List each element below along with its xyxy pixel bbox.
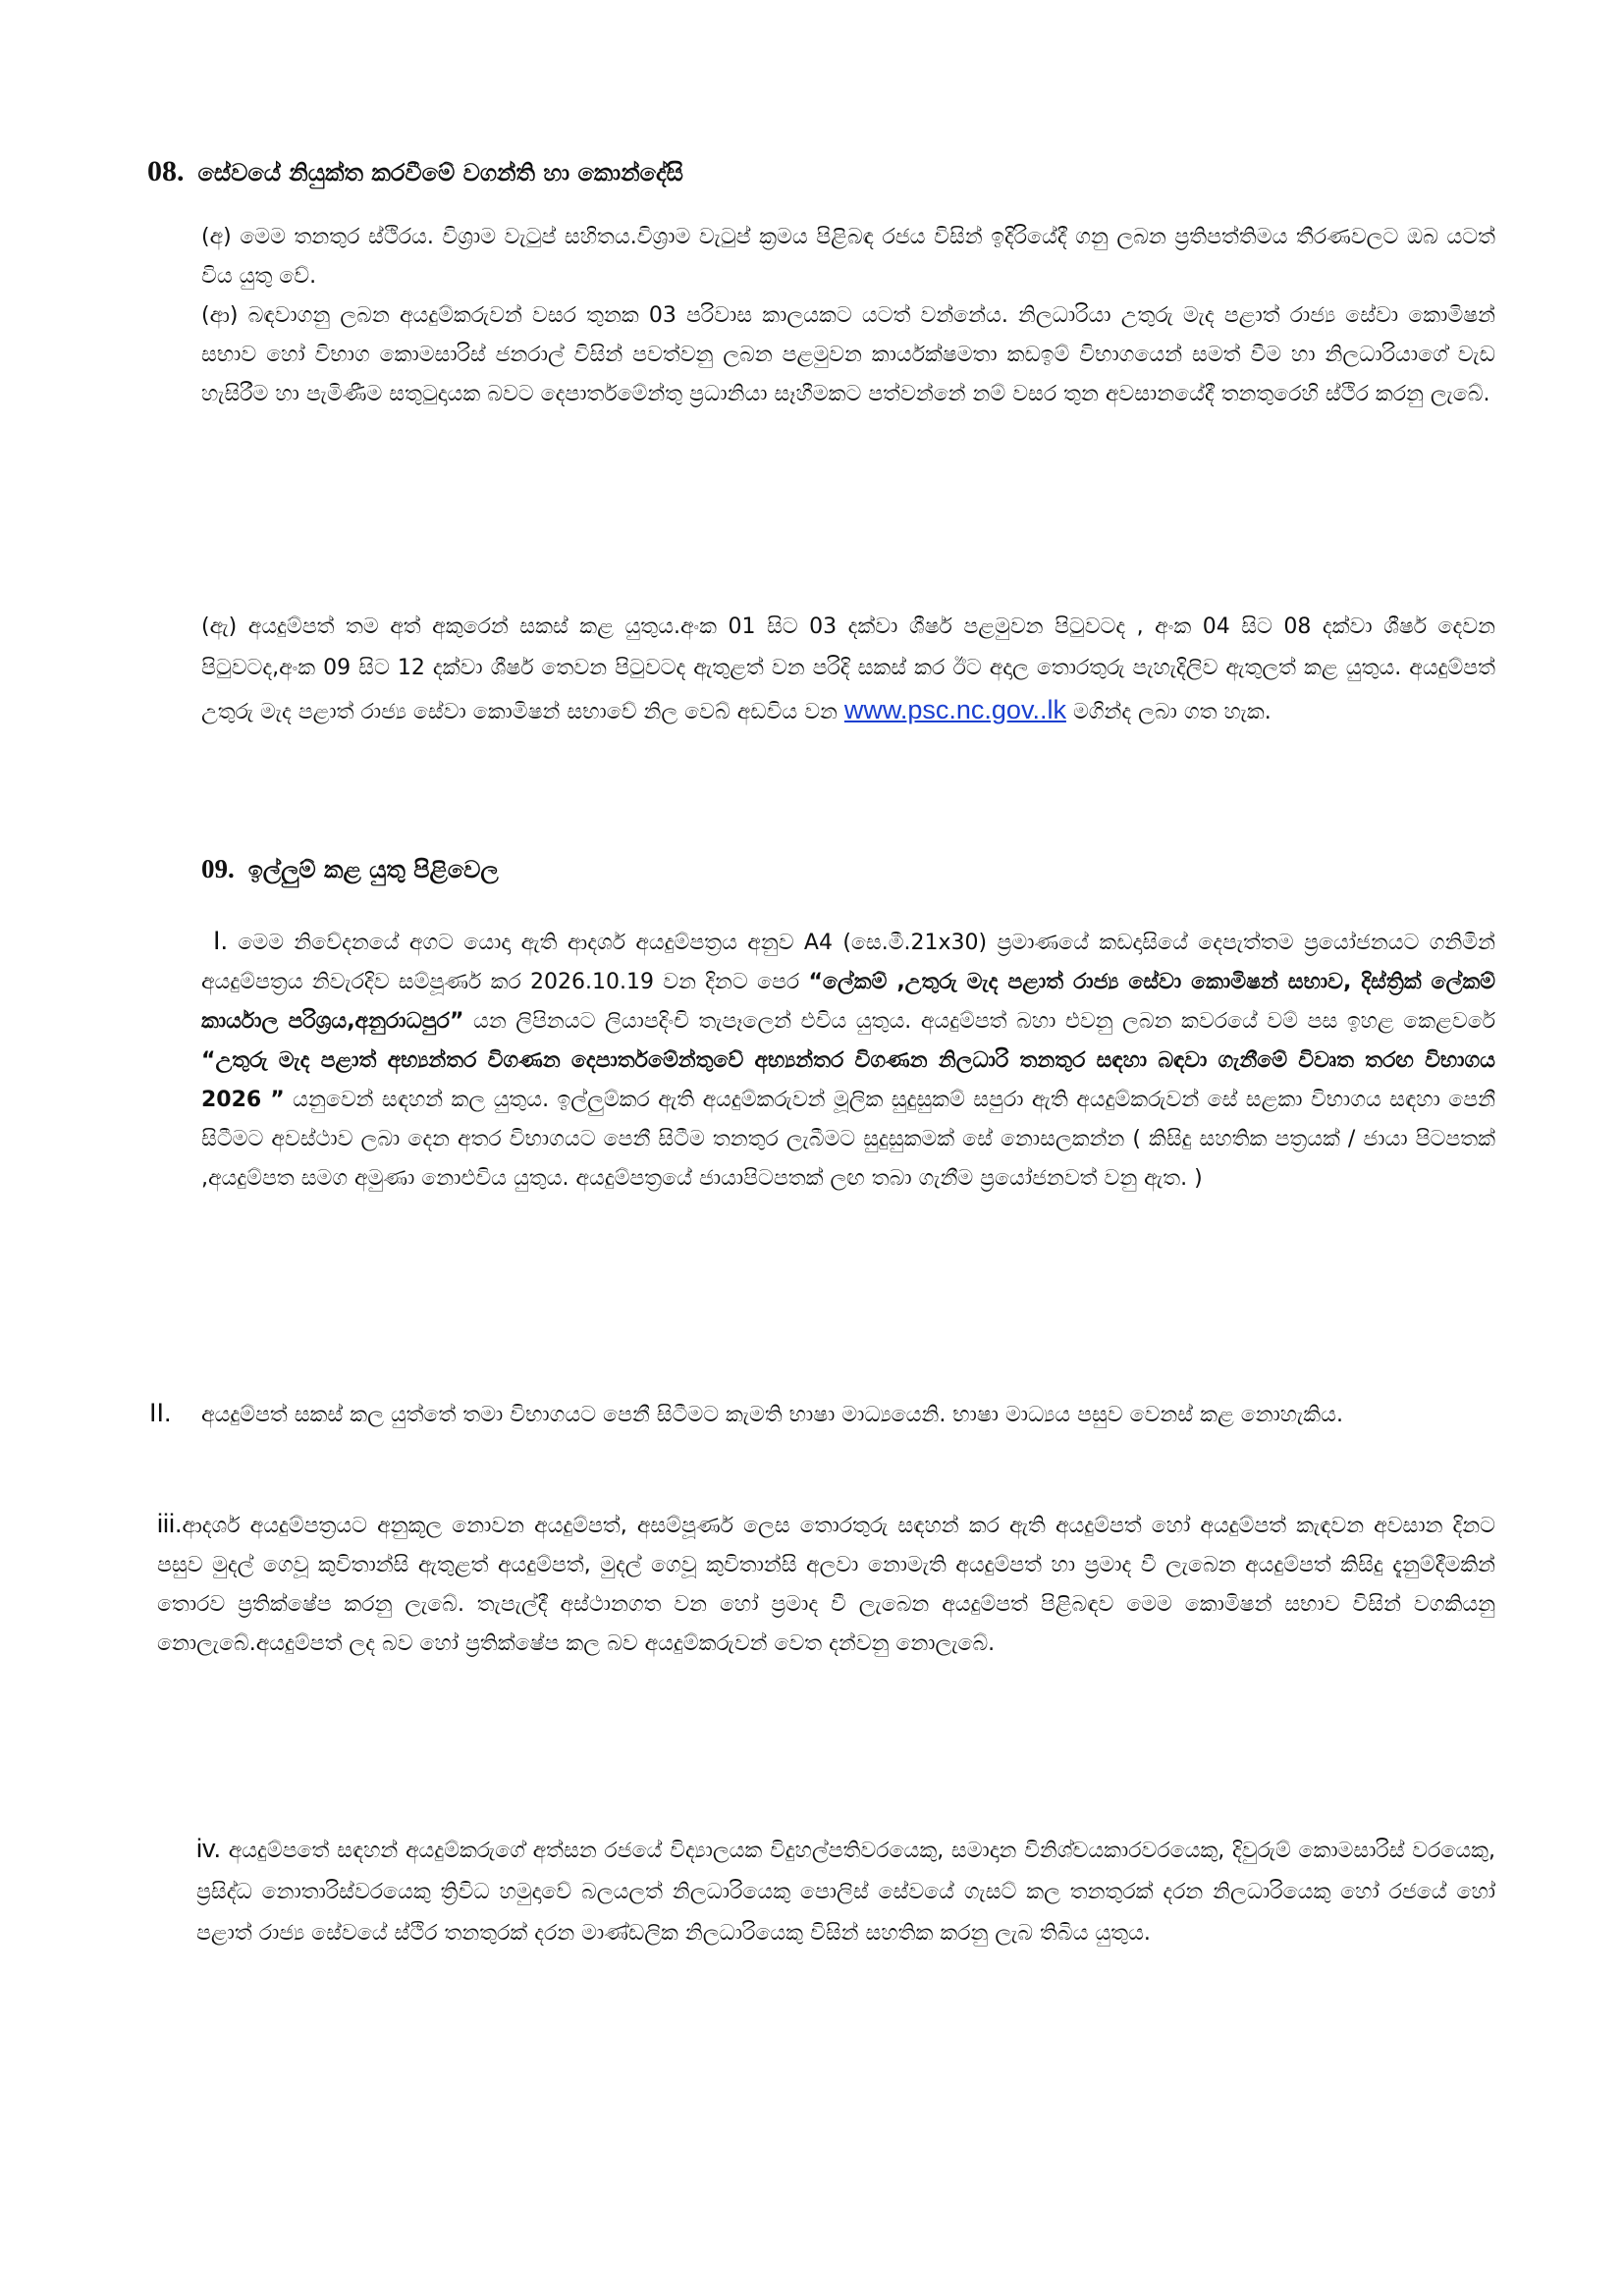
item-iii-marker: iii. [157,1509,183,1538]
item-ii-marker: II. [149,1398,172,1427]
item-i-envelope-caption: “උතුරු මැද පළාත් අභ්‍යන්තර විගණන දෙපාර්තමේන්තුවේ අභ්‍යන්තර විගණන නිලධාරි තනතුර සඳහා බඳවා ගැනීමේ විවෘත තරඟ විභාගය 2026 ” [201,1048,1495,1112]
item-i-text-1: මෙම නිවේදනයේ අගට යොදා ඇති ආදර්ශ අයදුම්පත්‍රය අනුව A4 (සෙ.මී.21x30) ප්‍රමාණයේ කඩදාසියේ දෙපැත්තම ප්‍රයෝජනයට ගනිමින් අයදුම්පත්‍රය නිවැරදිව සම්පූර්ණ කර 2026.10.19 වන දිනට පෙර [201,931,1495,994]
item-i-text-3: යනුවෙන් සඳහන් කල යුතුය. ඉල්ලුම්කර ඇති අයදුම්කරුවන් මූලික සුදුසුකම් සපුරා ඇති අයදුම්කරුවන් සේ සළකා විභාගය සඳහා පෙනී සිටීමට අවස්ථාව ලබා දෙන අතර විභාගයට පෙනී සිටීම තනතුර ලැබීමට සුදුසුකමක් සේ නොසලකන්න ( කිසිදු සහතික පත්‍රයක් / ජායා පිටපතක් ,අයදුම්පත සමග අමුණා නොඑවිය යුතුය. අයදුම්පත්‍රයේ ජායාපිටපතක් ලඟ තබා ගැනීම ප්‍රයෝජනවත් වනු ඇත. ) [201,1088,1495,1191]
section-09-item-iv [196,1828,1495,1954]
item-iii-text: ආදර්ශ අයදුම්පත්‍රයට අනුකූල නොවන අයදුම්පත්, අසම්පූර්ණ ලෙස තොරතුරු සඳහන් කර ඇති අයදුම්පත් හෝ අයදුම්පත් කැඳවන අවසාන දිනට පසුව මුදල් ගෙවූ කුවිතාන්සි ඇතුළත් අයදුම්පත්, මුදල් ගෙවූ කුවිතාන්සි අලවා නොමැති අයදුම්පත් හා ප්‍රමාද වී ලැබෙන අයදුම්පත් කිසිදු දැනුම්දීමකින් තොරව ප්‍රතික්ෂේප කරනු ලැබේ. තැපැල්දී අස්ථානගත වන හෝ ප්‍රමාද වී ලැබෙන අයදුම්පත් පිළිබඳව මෙම කොමිෂන් සභාව විසින් වගකියනු නොලැබේ.අයදුම්පත් ලද බව හෝ ප්‍රතික්ෂේප කල බව අයදුම්කරුවන් වෙත දන්වනු නොලැබේ. [157,1514,1495,1656]
section-09-heading [201,854,499,884]
item-iv-text: අයදුම්පතේ සඳහන් අයදුම්කරුගේ අත්සන රජයේ විද්‍යාලයක විදුහල්පතිවරයෙකු, සමාදාන විනිශ්චයකාරවරයෙකු, දිවුරුම් කොමසාරිස් වරයෙකු, ප්‍රසිද්ධ නොතාරිස්වරයෙකු ත්‍රිවිධ හමුදාවේ බලයලත් නිලධාරියෙකු පොලිස් සේවයේ ගැසට් කල තනතුරක් දරන නිලධාරියෙකු හෝ රජයේ හෝ පළාත් රාජ්‍ය සේවයේ ස්ථිර තනතුරක් දරන මාණ්ඩලික නිලධාරියෙකු විසින් සහතික කරනු ලැබ තිබිය යුතුය. [196,1839,1495,1946]
section-08-heading [147,155,683,188]
psc-website-link[interactable]: www.psc.nc.gov..lk [843,695,1066,724]
para-ae-text-end: මගින්ද ලබා ගත හැක. [1065,700,1272,724]
para-ae-text: (ඇ) අයදුම්පත් තම අත් අකුරෙන් සකස් කළ යුතුය.අංක 01 සිට 03 දක්වා ශීර්ෂ පළමුවන පිටුවටද , අංක 04 සිට 08 දක්වා ශීර්ෂ දෙවන පිටුවටද,අංක 09 සිට 12 දක්වා ශීර්ෂ තෙවන පිටුවටද ඇතුළත් වන පරිදි සකස් කර ඊට අදාල තොරතුරු පැහැදිලිව ඇතුලත් කළ යුතුය. අයදුම්පත් උතුරු මැද පළාත් රාජ්‍ය සේවා කොමිෂන් සභාවේ නිල වෙබ් අඩවිය වන [201,614,1495,724]
section-08-title: සේවයේ නියුක්ත කරවීමේ වගන්ති හා කොන්දේසි [197,159,683,187]
section-08-para-ae [201,607,1495,733]
section-09-item-ii: අයදුම්පත් සකස් කල යුත්තේ තමා විභාගයට පෙනී සිටීමට කැමති භාෂා මාධ්‍යයෙනි. භාෂා මාධ්‍යය පසුව වෙනස් කළ නොහැකිය. [201,1403,1343,1427]
section-09-item-i [201,921,1495,1199]
item-i-marker: I. [213,926,229,955]
item-i-text-2: යන ලිපිනයට ලියාපදිංචි තැපෑලෙන් එවිය යුතුය. අයදුම්පත් බහා එවනු ලබන කවරයේ වම් පස ඉහළ කෙළවරේ [463,1009,1495,1034]
section-09-item-iii [157,1504,1495,1664]
section-09-title: ඉල්ලුම් කළ යුතු පිළිවෙල [247,856,499,883]
section-09-number: 09. [201,854,235,883]
item-i-address: “ලේකම් ,උතුරු මැද පළාත් රාජ්‍ය සේවා කොමිෂන් සභාව, දිස්ත්‍රික් ලේකම් කාර්යාල පරිශ්‍රය,අනුරාධපුර” [201,970,1496,1034]
section-08-para-aa: (ආ) බඳවාගනු ලබන අයදුම්කරුවන් වසර තුනක 03 පරිවාස කාලයකට යටත් වන්නේය. නිලධාරියා උතුරු මැද පළාත් රාජ්‍ය සේවා කොමිෂන් සභාව හෝ විභාග කොමසාරිස් ජනරාල් විසින් පවත්වනු ලබන පළමුවන කාර්යක්ෂමතා කඩඉම් විභාගයෙන් සමත් වීම හා නිලධාරියාගේ වැඩ හැසිරීම හා පැමිණීම සතුටුදායක බවට දෙපාර්තමේන්තු ප්‍රධානියා සෑහීමකට පත්වන්නේ නම් වසර තුන අවසානයේදී තනතුරෙහි ස්ථිර කරනු ලැබේ. [201,303,1495,406]
item-iv-marker: iv. [196,1834,221,1863]
section-08-para-a: (අ) මෙම තනතුර ස්ථිරය. විශ්‍රාම වැටුප් සහිතය.විශ්‍රාම වැටුප් ක්‍රමය පිළිබඳ රජය විසින් ඉදිරියේදී ගනු ලබන ප්‍රතිපත්තිමය තීරණවලට ඔබ යටත් විය යුතු වේ. [201,225,1495,289]
section-08-number: 08. [147,155,185,187]
